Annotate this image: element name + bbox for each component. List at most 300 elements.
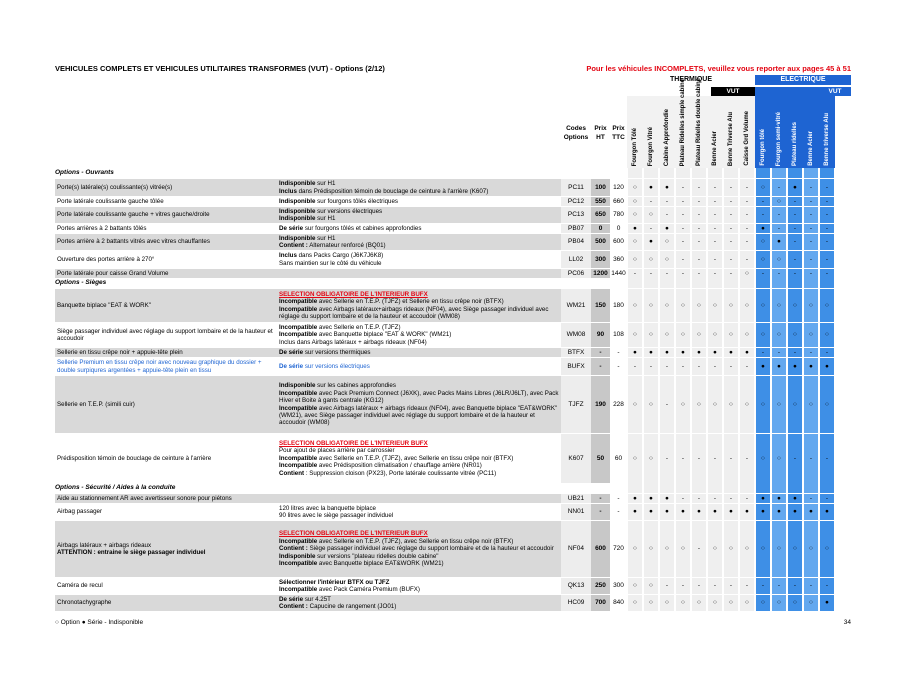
availability-mark: ○ [633,400,637,408]
table-row [55,503,851,520]
option-code: PC06 [561,269,591,278]
price-ht: 100 [591,179,610,196]
price-ttc: 600 [613,238,624,246]
price-ttc: 660 [613,197,624,205]
availability-mark: - [745,211,749,219]
availability-mark: - [697,454,701,462]
availability-mark: ○ [777,197,781,205]
option-code: PC12 [561,197,591,206]
price-ht: 700 [591,595,610,611]
table-row [55,520,851,577]
availability-mark: ● [777,508,781,516]
description-segment: avec Sellerie en T.E.P. (TJFZ) [317,323,401,331]
price-ttc: 360 [613,255,624,263]
option-label [55,434,277,483]
option-description [277,521,561,577]
option-code: TJFZ [561,376,591,433]
availability-mark: ○ [665,301,669,309]
availability-mark: - [713,582,717,590]
availability-mark: ● [713,348,717,356]
incomplete-vehicles-note: Pour les véhicules INCOMPLETS, veuillez vous reporter aux pages 45 à 51 [586,64,851,73]
group-electrique: ELECTRIQUE [755,75,851,85]
description-segment: avec Sellerie en T.E.P. (TJFZ), avec Sellerie en tissu crêpe noir (BTFX) [317,454,514,462]
availability-mark: - [793,197,797,205]
price-ht: 600 [591,521,610,577]
option-code: HC09 [561,595,591,611]
option-description [277,376,561,433]
availability-mark: ○ [761,301,765,309]
availability-mark: - [729,454,733,462]
availability-mark: - [809,348,813,356]
availability-mark: ● [777,362,781,370]
description-segment: Indisponible [279,234,316,242]
availability-mark: ○ [697,331,701,339]
availability-mark: - [793,582,797,590]
availability-mark: ○ [761,238,765,246]
availability-mark: ○ [665,331,669,339]
availability-mark: ○ [809,400,813,408]
price-ttc: 1440 [611,269,626,277]
availability-mark: ○ [777,400,781,408]
option-label [55,323,277,347]
availability-mark: ○ [633,545,637,553]
availability-mark: - [681,582,685,590]
option-code: PB04 [561,234,591,250]
description-segment: Incompatible [279,454,318,462]
option-description [277,234,561,250]
option-label-text: Sellerie en T.E.P. (simili cuir) [57,400,135,408]
availability-mark: ○ [745,599,749,607]
option-label [55,494,277,503]
price-ht: 0 [591,224,610,233]
availability-mark: - [809,238,813,246]
availability-mark: ● [649,183,653,191]
availability-mark: - [665,269,669,277]
availability-mark: - [809,211,813,219]
description-segment: Incompatible [279,586,318,593]
legend: ○ Option ● Série - Indisponible [55,619,144,626]
price-ttc: 300 [613,582,624,590]
page-title: VEHICULES COMPLETS ET VEHICULES UTILITAIRES TRANSFORMES (VUT) - Options (2/12) [55,64,385,73]
price-ttc: 0 [616,224,621,232]
availability-mark: - [697,269,701,277]
col-header-label: Fourgon Tôlé [632,127,638,166]
group-thermique: THERMIQUE [627,75,755,85]
availability-mark: - [777,224,781,232]
option-label-text: Chronotachygraphe [57,599,112,607]
option-description [277,251,561,268]
availability-mark: ○ [697,400,701,408]
table-row [55,375,851,433]
availability-mark: ○ [761,545,765,553]
availability-mark: ○ [777,454,781,462]
availability-mark: ○ [649,301,653,309]
description-segment: avec Banquette biplace EAT&WORK (WM21) [317,560,444,568]
availability-mark: ● [761,508,765,516]
availability-mark: - [809,494,813,502]
sub-vut-electrique: VUT [819,87,851,96]
price-ttc: - [617,348,620,356]
option-description [277,323,561,347]
availability-mark: - [633,269,637,277]
col-header-thermique [675,78,691,168]
description-segment: Incompatible [279,331,318,339]
option-code: WM21 [561,289,591,322]
col-header-label: Plateau Ridelles simple cabine [680,78,686,166]
availability-mark: ● [665,348,669,356]
option-description [277,358,561,375]
description-segment: dans Prédisposition témoin de bouclage de ceinture à l'arrière (K607) [296,187,489,195]
table-row [55,288,851,322]
availability-mark: - [697,545,701,553]
availability-mark: - [697,211,701,219]
availability-mark: - [761,211,765,219]
availability-mark: - [809,197,813,205]
option-code: NN01 [561,504,591,520]
section-title: Options - Sécurité / Aides à la conduite [55,484,176,491]
availability-mark: ○ [713,331,717,339]
availability-mark: - [729,362,733,370]
description-segment: Indisponible [279,207,316,215]
availability-mark: - [793,348,797,356]
price-ht: 190 [591,376,610,433]
availability-mark: ○ [793,331,797,339]
availability-mark: - [777,211,781,219]
option-label [55,358,277,375]
description-segment: Indisponible [279,180,316,188]
availability-mark: - [697,183,701,191]
availability-mark: - [713,454,717,462]
option-label [55,376,277,433]
option-label-text: Porte(s) latérale(s) coulissante(s) vitrée(s) [57,183,173,191]
availability-mark: ● [729,348,733,356]
availability-mark: ● [761,224,765,232]
col-prix-ttc-header: Prix TTC [612,125,625,141]
availability-mark: ● [761,362,765,370]
availability-mark: - [729,494,733,502]
availability-mark: ● [745,348,749,356]
availability-mark: ○ [793,400,797,408]
description-segment: De série [279,362,304,370]
price-ttc: 60 [614,454,623,462]
description-segment: Contient : [279,603,308,610]
availability-mark: ○ [729,599,733,607]
description-segment: Incompatible [279,404,318,412]
description-segment: sur versions électriques [315,207,383,215]
availability-mark: ○ [649,454,653,462]
availability-mark: ○ [745,331,749,339]
table-row [55,594,851,611]
availability-mark: ○ [761,454,765,462]
table-row [55,322,851,347]
availability-mark: - [729,238,733,246]
availability-mark: - [825,255,829,263]
option-description [277,179,561,196]
availability-mark: - [665,362,669,370]
sub-electrique-blank [755,87,819,96]
availability-mark: ● [665,494,669,502]
description-segment: Incompatible [279,298,318,306]
availability-mark: - [697,494,701,502]
availability-mark: - [793,224,797,232]
availability-mark: ○ [777,599,781,607]
availability-mark: - [665,197,669,205]
availability-mark: - [681,362,685,370]
availability-mark: - [649,269,653,277]
availability-mark: - [761,197,765,205]
description-segment: avec Sellerie en T.E.P. (TJFZ) et Sellerie en tissu crêpe noir (BTFX) [317,298,504,306]
availability-mark: ○ [777,255,781,263]
availability-mark: ○ [665,599,669,607]
availability-mark: ○ [649,582,653,590]
price-ttc: 228 [613,400,624,408]
description-segment: avec Pack Caméra Premium (BUFX) [317,586,420,593]
col-header-label: Caisse Grd Volume [744,111,750,166]
availability-mark: - [681,211,685,219]
availability-mark: - [713,255,717,263]
description-segment: Indisponible [279,552,316,560]
col-header-thermique [659,96,675,168]
availability-mark: ● [793,494,797,502]
availability-mark: ○ [633,301,637,309]
availability-mark: - [825,454,829,462]
description-segment: avec Prédisposition climatisation / chauffage arrière (NR01) [317,462,482,470]
availability-mark: ○ [633,211,637,219]
availability-mark: - [649,362,653,370]
availability-mark: ● [665,508,669,516]
col-header-electrique [771,96,787,168]
availability-mark: - [825,348,829,356]
options-table [55,168,851,611]
description-segment: Pour ajout de places arrière par carrossier [279,447,395,455]
option-label-text: Porte latérale coulissante gauche + vitres gauche/droite [57,211,210,219]
description-segment: avec Sellerie en T.E.P. (TJFZ), avec Sellerie en tissu crêpe noir (BTFX) [317,537,514,545]
option-label [55,504,277,520]
option-label [55,179,277,196]
availability-mark: ● [665,224,669,232]
availability-mark: ○ [665,545,669,553]
availability-mark: - [761,348,765,356]
col-header-label: Fourgon semi-vitré [776,111,782,166]
option-label-text: Portes arrière à 2 battants vitrés avec vitres chauffantes [57,238,210,246]
availability-mark: ○ [649,331,653,339]
availability-mark: ● [777,238,781,246]
availability-mark: - [697,238,701,246]
price-ht: - [591,358,610,375]
col-header-label: Plateau Ridelles double cabine [696,77,702,166]
table-row [55,206,851,223]
availability-mark: - [761,269,765,277]
description-segment: dans Packs Cargo (J6K7J6K8) [296,252,384,260]
availability-mark: ● [729,508,733,516]
availability-mark: ○ [633,454,637,462]
description-segment: Incompatible [279,560,318,568]
availability-mark: - [681,183,685,191]
description-segment: sur H1 [315,180,336,188]
table-row [55,223,851,233]
col-header-thermique [723,96,739,168]
availability-mark: ○ [681,331,685,339]
description-segment: Contient : [279,545,308,553]
availability-mark: - [713,197,717,205]
availability-mark: ○ [777,545,781,553]
description-segment: sur versions "plateau ridelles double cabine" [315,552,439,560]
option-label-text: ATTENTION : entraine le siège passager individuel [57,549,206,556]
price-ht: - [591,504,610,520]
availability-mark: ○ [761,400,765,408]
availability-mark: - [809,454,813,462]
section-title: Options - Sièges [55,279,107,286]
availability-mark: ● [713,508,717,516]
availability-mark: ○ [729,400,733,408]
availability-mark: - [729,224,733,232]
price-ht: 1200 [591,269,610,278]
availability-mark: - [713,211,717,219]
table-row [55,196,851,206]
option-description [277,289,561,322]
option-code: NF04 [561,521,591,577]
availability-mark: ● [825,599,829,607]
option-label [55,578,277,594]
description-segment: Alternateur renforcé (BQ01) [307,242,386,249]
description-segment: Capucine de rangement (JO01) [307,603,397,610]
availability-mark: - [745,454,749,462]
availability-mark: ● [649,494,653,502]
price-ht: 550 [591,197,610,206]
description-segment: 120 litres avec la banquette biplace [279,504,377,512]
availability-mark: - [697,197,701,205]
availability-mark: ● [697,348,701,356]
section-title: Options - Ouvrants [55,169,114,176]
col-codes-header: Codes Options [563,125,589,141]
description-segment: sur les cabines approfondies [315,382,396,390]
price-ttc: 120 [613,183,624,191]
option-label-text: Banquette biplace "EAT & WORK" [57,301,151,309]
description-segment: Inclus [279,338,296,346]
description-segment: Indisponible [279,382,316,390]
option-label-text: Airbag passager [57,508,103,516]
price-ttc: 840 [613,599,624,607]
option-label-text: Ouverture des portes arrière à 270° [57,255,155,263]
availability-mark: - [697,582,701,590]
option-label [55,207,277,223]
col-header-electrique [803,96,819,168]
availability-mark: ○ [729,545,733,553]
col-header-label: Fourgon Vitré [648,126,654,166]
availability-mark: - [665,454,669,462]
availability-mark: ● [681,348,685,356]
availability-mark: ● [825,508,829,516]
availability-mark: - [825,197,829,205]
availability-mark: - [681,454,685,462]
availability-mark: - [809,183,813,191]
availability-mark: ○ [633,599,637,607]
availability-mark: - [729,582,733,590]
availability-mark: ○ [793,301,797,309]
availability-mark: ● [633,348,637,356]
availability-mark: ○ [745,545,749,553]
description-segment: avec Airbags latéraux+airbags rideaux (NF04), avec Siège passager individuel avec réglage du support lombaire et de la hauteur et accoudoir (WM08) [279,305,549,320]
availability-mark: ○ [745,301,749,309]
availability-mark: ○ [761,183,765,191]
description-segment: Siège passager individuel avec réglage du support lombaire et de la hauteur et accoudoir [307,545,554,553]
option-label [55,348,277,357]
option-label-text: Sellerie en tissu crêpe noir + appuie-tête plein [57,348,183,356]
option-description [277,197,561,206]
availability-mark: ● [633,508,637,516]
availability-mark: ○ [761,255,765,263]
availability-mark: ○ [761,599,765,607]
option-label [55,251,277,268]
description-segment: sur fourgons tôlés électriques [315,197,398,205]
col-header-thermique [643,96,659,168]
availability-mark: - [713,269,717,277]
col-header-label: Fourgon tôlé [760,129,766,166]
availability-mark: ○ [649,599,653,607]
price-ht: 250 [591,578,610,594]
availability-mark: - [729,255,733,263]
option-label-text: Portes arrières à 2 battants tôlés [57,224,147,232]
option-label-text: Prédisposition témoin de bouclage de ceinture à l'arrière [57,454,212,462]
option-code: UB21 [561,494,591,503]
option-label-text: Aide au stationnement AR avec avertisseur sonore pour piétons [57,494,232,502]
availability-mark: ● [777,494,781,502]
option-label [55,269,277,278]
description-segment: Incompatible [279,389,318,397]
option-label-text: Airbags latéraux + airbags rideaux [57,541,152,549]
availability-mark: - [809,255,813,263]
description-segment: Sélectionner l'intérieur BTFX ou TJFZ [279,578,390,586]
option-description [277,595,561,611]
availability-mark: - [665,400,669,408]
price-ht: 90 [591,323,610,347]
availability-mark: - [697,224,701,232]
availability-mark: - [665,582,669,590]
availability-mark: - [697,255,701,263]
table-row [55,233,851,250]
availability-mark: - [729,197,733,205]
availability-mark: ○ [681,400,685,408]
availability-mark: ○ [809,599,813,607]
availability-mark: - [825,224,829,232]
availability-mark: ● [793,183,797,191]
availability-mark: - [729,211,733,219]
availability-mark: ○ [761,331,765,339]
availability-mark: ● [649,348,653,356]
option-code: LL02 [561,251,591,268]
option-label-text: Porte latérale coulissante gauche tôlée [57,197,164,205]
availability-mark: - [825,269,829,277]
description-segment: Incompatible [279,323,318,331]
description-segment: sur fourgons tôlés et cabines approfondies [303,224,422,232]
description-segment: Sans maintien sur le côté du véhicule [279,259,382,267]
option-description [277,494,561,503]
description-segment: sur 4.25T [303,595,331,603]
option-description [277,578,561,594]
description-segment: sur versions thermiques [303,348,371,356]
availability-mark: ○ [809,301,813,309]
table-row [55,347,851,357]
availability-mark: - [793,255,797,263]
table-row [55,577,851,594]
price-ht: 150 [591,289,610,322]
description-segment: SELECTION OBLIGATOIRE DE L'INTERIEUR BUFX [279,530,428,538]
availability-mark: - [825,183,829,191]
availability-mark: - [793,238,797,246]
description-segment: dans Airbags latéraux + airbags rideaux (NF04) [295,338,427,346]
col-header-label: Cabine Approfondie [664,108,670,166]
option-label-text: Sellerie Premium en tissu crêpe noir avec nouveau graphique du dossier + double surpiqures argentées + appuie-tête plein en tissu [57,359,262,374]
